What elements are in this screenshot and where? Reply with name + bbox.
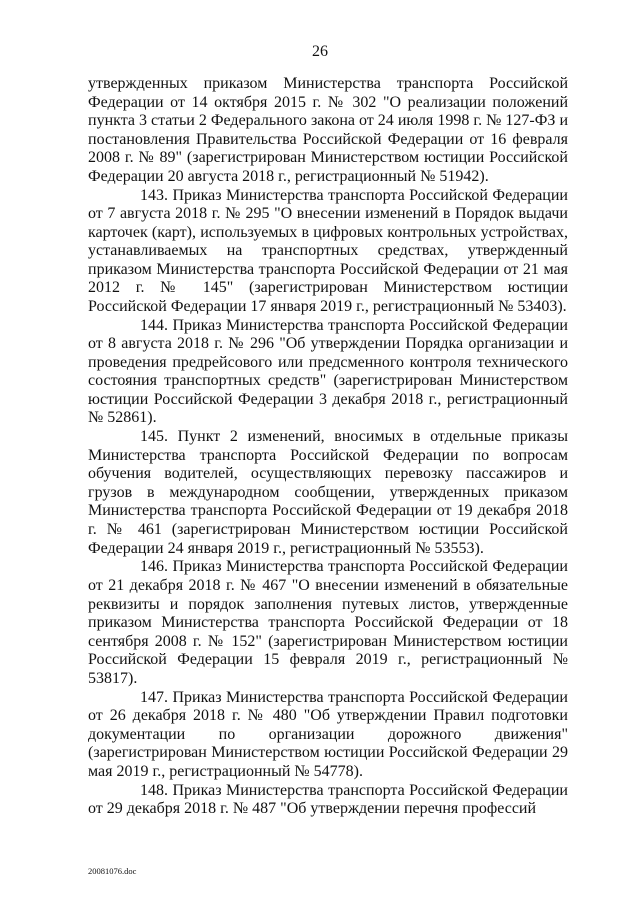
paragraph-continuation: утвержденных приказом Министерства транспорта Российской Федерации от 14 октября 2015 г. № 302 "О реализации положений пункта 3 статьи 2 Федерального закона от 24 июля 1998 г. № 127-ФЗ и постановления Правительства Российской Федерации от 16 февраля 2008 г. № 89" (зарегистрирован Министерством юстиции Российской Федерации 20 августа 2018 г., регистрационный № 51942). (88, 75, 568, 185)
page-number: 26 (312, 43, 328, 60)
paragraph-item-146: 146. Приказ Министерства транспорта Российской Федерации от 21 декабря 2018 г. № 467 "О внесении изменений в обязательные реквизиты и порядок заполнения путевых листов, утвержденные приказом Министерства транспорта Российской Федерации от 18 сентября 2008 г. № 152" (зарегистрирован Министерством юстиции Российской Федерации 15 февраля 2019 г., регистрационный № 53817). (88, 558, 568, 687)
paragraph-item-144: 144. Приказ Министерства транспорта Российской Федерации от 8 августа 2018 г. № 296 "Об утверждении Порядка организации и проведения предрейсового или предсменного контроля технического состояния транспортных средств" (зарегистрирован Министерством юстиции Российской Федерации 3 декабря 2018 г., регистрационный № 52861). (88, 316, 568, 427)
paragraph-item-148: 148. Приказ Министерства транспорта Российской Федерации от 29 декабря 2018 г. № 487 "Об утверждении перечня профессий (88, 781, 568, 818)
paragraph-item-145: 145. Пункт 2 изменений, вносимых в отдельные приказы Министерства транспорта Российской Федерации по вопросам обучения водителей, осуществляющих перевозку пассажиров и грузов в международном сообщении, утвержденных приказом Министерства транспорта Российской Федерации от 19 декабря 2018 г. № 461 (зарегистрирован Министерством юстиции Российской Федерации 24 января 2019 г., регистрационный № 53553). (88, 428, 568, 557)
document-body (88, 75, 568, 819)
footer-filename: 20081076.doc (88, 866, 137, 876)
paragraph-item-143: 143. Приказ Министерства транспорта Российской Федерации от 7 августа 2018 г. № 295 "О внесении изменений в Порядок выдачи карточек (карт), используемых в цифровых контрольных устройствах, устанавливаемых на транспортных средствах, утвержденный приказом Министерства транспорта Российской Федерации от 21 мая 2012 г. № 145" (зарегистрирован Министерством юстиции Российской Федерации 17 января 2019 г., регистрационный № 53403). (88, 186, 568, 315)
paragraph-item-147: 147. Приказ Министерства транспорта Российской Федерации от 26 декабря 2018 г. № 480 "Об утверждении Правил подготовки документации по организации дорожного движения" (зарегистрирован Министерством юстиции Российской Федерации 29 мая 2019 г., регистрационный № 54778). (88, 688, 568, 780)
